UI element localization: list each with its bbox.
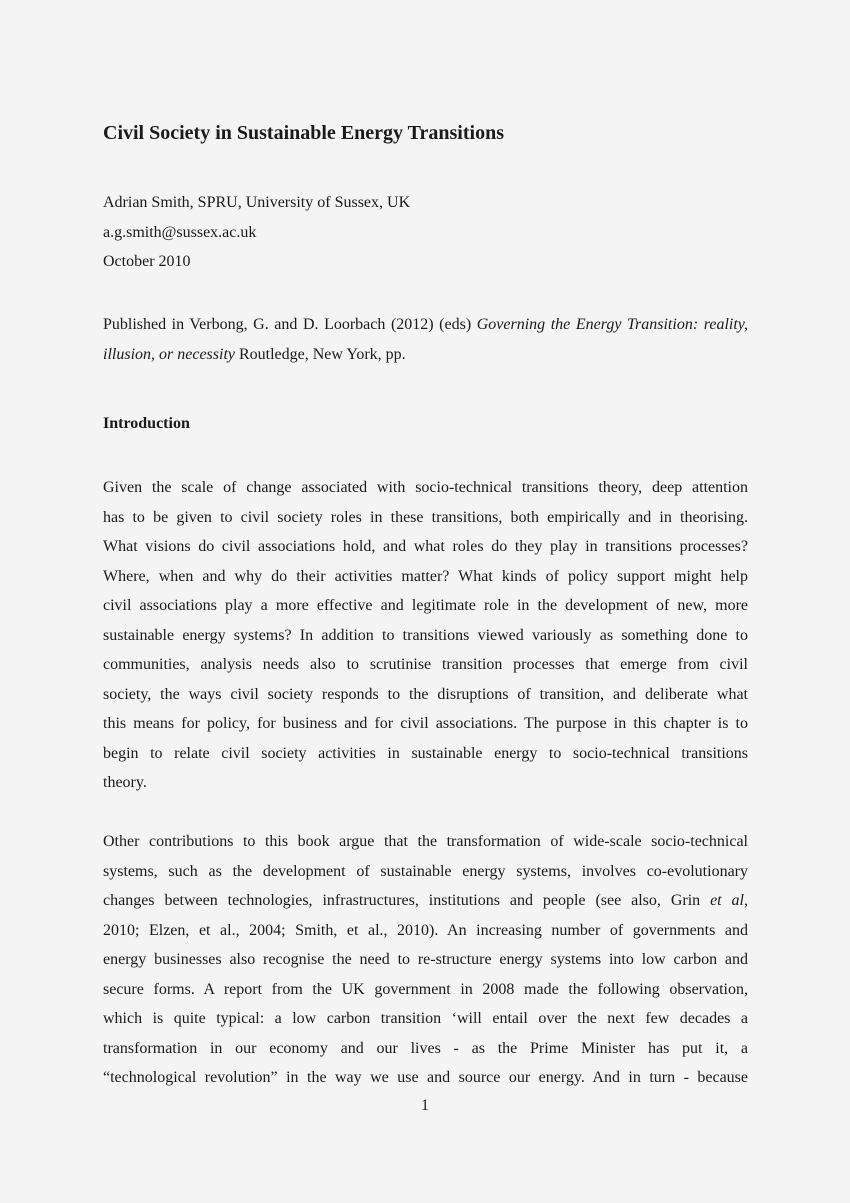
page-number: 1: [421, 1097, 429, 1114]
paragraph-line: this means for policy, for business and for civil associations. The purpose in this chapter is to: [103, 715, 748, 732]
paragraph-line: society, the ways civil society responds to the disruptions of transition, and deliberate what: [103, 685, 748, 703]
paragraph-line: begin to relate civil society activities in sustainable energy to socio-technical transitions: [103, 744, 748, 762]
paragraph-line: has to be given to civil society roles in these transitions, both empirically and in theorising.: [103, 508, 748, 526]
paragraph-line: Where, when and why do their activities matter? What kinds of policy support might help: [103, 567, 748, 585]
citation-italic: et al: [710, 892, 744, 909]
paragraph-line: What visions do civil associations hold, and what roles do they play in transitions processes?: [103, 538, 748, 555]
paragraph-line: “technological revolution” in the way we use and source our energy. And in turn - because: [103, 1069, 748, 1086]
section-heading: Introduction: [103, 415, 190, 432]
paragraph-line: theory.: [103, 774, 147, 791]
author-line: Adrian Smith, SPRU, University of Sussex, UK: [103, 194, 411, 211]
paragraph-line: systems, such as the development of sustainable energy systems, involves co-evolutionary: [103, 862, 748, 880]
paragraph-line: Other contributions to this book argue that the transformation of wide-scale socio-technical: [103, 833, 748, 850]
paragraph-1: [103, 473, 748, 798]
publication-book-title: Governing the Energy Transition: reality, illusion, or necessity: [103, 316, 749, 363]
paragraph-line: Given the scale of change associated with socio-technical transitions theory, deep attention: [103, 479, 748, 496]
paragraph-line: 2010; Elzen, et al., 2004; Smith, et al., 2010). An increasing number of governments and: [103, 921, 748, 939]
paragraph-line: secure forms. A report from the UK government in 2008 made the following observation,: [103, 980, 748, 998]
author-email: a.g.smith@sussex.ac.uk: [103, 224, 257, 241]
paragraph-line: communities, analysis needs also to scrutinise transition processes that emerge from civil: [103, 656, 748, 673]
citation-comma: ,: [744, 892, 748, 909]
paragraph-line: which is quite typical: a low carbon transition ‘will entail over the next few decades a: [103, 1010, 748, 1027]
paragraph-2: [103, 827, 748, 1093]
paragraph-line: sustainable energy systems? In addition to transitions viewed variously as something done to: [103, 626, 748, 644]
publication-prefix: Published in Verbong, G. and D. Loorbach (2012) (eds): [103, 316, 477, 333]
paragraph-line-with-citation: [103, 886, 748, 916]
paragraph-line-text: changes between technologies, infrastructures, institutions and people (see also, Grin: [103, 892, 711, 909]
publication-note: [103, 310, 748, 369]
publication-suffix: Routledge, New York, pp.: [234, 345, 406, 363]
paragraph-line: civil associations play a more effective and legitimate role in the development of new, more: [103, 597, 748, 614]
document-title: Civil Society in Sustainable Energy Transitions: [103, 122, 504, 144]
paragraph-line: energy businesses also recognise the need to re-structure energy systems into low carbon and: [103, 951, 748, 968]
paragraph-line: transformation in our economy and our lives - as the Prime Minister has put it, a: [103, 1039, 748, 1057]
document-date: October 2010: [103, 253, 191, 270]
